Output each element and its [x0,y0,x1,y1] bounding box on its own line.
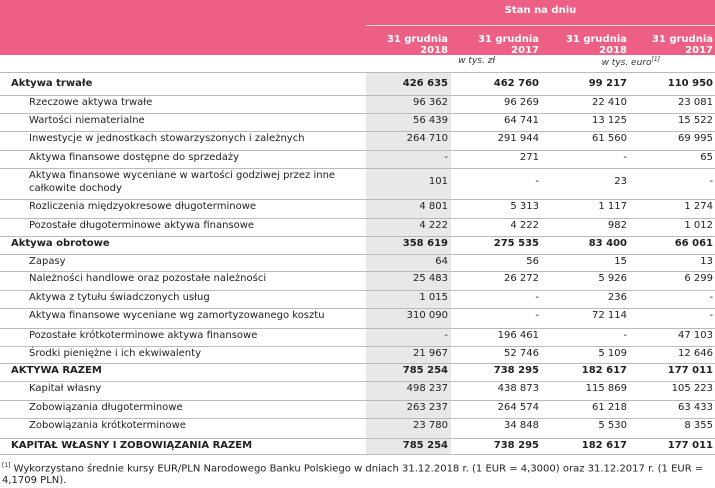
row-label: Środki pieniężne i ich ekwiwalenty [29,348,201,359]
rule-bottom [0,454,715,455]
cell-value: 12 646 [678,348,713,359]
row-label: Inwestycje w jednostkach stowarzyszonych i zależnych [29,133,305,144]
cell-value: 61 218 [592,402,627,413]
cell-value: 271 [519,152,539,163]
unit-label-eur: w tys. euro[1] [601,56,660,68]
table-row [0,439,715,454]
row-label: Kapitał własny [29,383,102,394]
cell-value: 56 [526,256,539,267]
cell-value: - [444,330,448,341]
footnote-text: Wykorzystano średnie kursy EUR/PLN Narodowego Banku Polskiego w dniach 31.12.2018 r. (1 EUR = 4,3000) oraz 31.12.2017 r. (1 EUR = 4,1709 PLN). [2,463,704,487]
cell-value: 115 869 [585,383,627,394]
table-row [0,272,715,290]
cell-value: 982 [607,220,627,231]
row-label: Aktywa finansowe wyceniane w wartości godziwej przez inne całkowite dochody [29,170,336,194]
cell-value: 63 433 [678,402,713,413]
cell-value: - [709,176,713,187]
row-label: Aktywa finansowe dostępne do sprzedaży [29,152,240,163]
cell-value: 47 103 [678,330,713,341]
cell-value: 1 012 [684,220,713,231]
row-label: Zobowiązania krótkoterminowe [29,420,186,431]
table-row [0,114,715,132]
cell-value: 785 254 [402,440,448,451]
table-row [0,255,715,272]
cell-value: 23 081 [678,97,713,108]
cell-value: 13 [700,256,713,267]
cell-value: 13 125 [592,115,627,126]
cell-value: 5 926 [598,273,627,284]
cell-value: 69 995 [678,133,713,144]
cell-value: 15 522 [678,115,713,126]
row-label: Pozostałe krótkoterminowe aktywa finansowe [29,330,258,341]
table-row [0,291,715,309]
cell-value: 738 295 [493,365,539,376]
cell-value: - [709,292,713,303]
table-row [0,347,715,364]
table-row [0,151,715,169]
table-row [0,200,715,218]
cell-value: 264 574 [497,402,539,413]
table-row [0,382,715,400]
cell-value: - [535,310,539,321]
cell-value: 182 617 [581,440,627,451]
unit-label-pln: w tys. zł [458,56,495,66]
footnote [2,460,714,487]
cell-value: 263 237 [406,402,448,413]
cell-value: - [709,310,713,321]
cell-value: 64 741 [504,115,539,126]
row-label: Należności handlowe oraz pozostałe należności [29,273,267,284]
cell-value: 738 295 [493,440,539,451]
cell-value: 196 461 [497,330,539,341]
row-label: Wartości niematerialne [29,115,145,126]
row-label: Rozliczenia międzyokresowe długoterminowe [29,201,257,212]
cell-value: 34 848 [504,420,539,431]
cell-value: 23 780 [413,420,448,431]
cell-value: 26 272 [504,273,539,284]
cell-value: 25 483 [413,273,448,284]
cell-value: 177 011 [667,365,713,376]
row-label: KAPITAŁ WŁASNY I ZOBOWIĄZANIA RAZEM [11,440,253,451]
table-row [0,169,715,199]
cell-value: 498 237 [406,383,448,394]
column-header-pln-2017: 31 grudnia 2017 [477,34,539,56]
cell-value: 23 [614,176,627,187]
cell-value: 66 061 [674,238,713,249]
table-row [0,329,715,347]
cell-value: 264 710 [406,133,448,144]
cell-value: 61 560 [592,133,627,144]
cell-value: - [623,152,627,163]
cell-value: 22 410 [592,97,627,108]
cell-value: 4 222 [510,220,539,231]
cell-value: 65 [700,152,713,163]
row-label: Rzeczowe aktywa trwałe [29,97,153,108]
cell-value: 177 011 [667,440,713,451]
column-header-pln-2018: 31 grudnia 2018 [386,34,448,56]
cell-value: 785 254 [402,365,448,376]
cell-value: 8 355 [684,420,713,431]
column-header-eur-2018: 31 grudnia 2018 [565,34,627,56]
cell-value: 56 439 [413,115,448,126]
cell-value: 462 760 [493,78,539,89]
cell-value: 182 617 [581,365,627,376]
cell-value: 426 635 [402,78,448,89]
group-title: Stan na dniu [504,5,577,16]
cell-value: 21 967 [413,348,448,359]
cell-value: 72 114 [592,310,627,321]
header-divider [366,25,715,26]
cell-value: 15 [614,256,627,267]
cell-value: 438 873 [497,383,539,394]
cell-value: 1 274 [684,201,713,212]
cell-value: 4 222 [419,220,448,231]
cell-value: 64 [435,256,448,267]
table-row [0,96,715,114]
table-row [0,237,715,255]
cell-value: 4 801 [419,201,448,212]
table-row [0,364,715,382]
cell-value: - [535,292,539,303]
table-row [0,309,715,329]
cell-value: 99 217 [588,78,627,89]
cell-value: 105 223 [671,383,713,394]
row-label: Aktywa trwałe [11,78,93,89]
cell-value: 5 530 [598,420,627,431]
table-row [0,77,715,95]
cell-value: 101 [428,176,448,187]
cell-value: 110 950 [667,78,713,89]
cell-value: 83 400 [588,238,627,249]
cell-value: 1 117 [598,201,627,212]
row-label: Aktywa obrotowe [11,238,110,249]
cell-value: - [535,176,539,187]
cell-value: 96 269 [504,97,539,108]
footnote-marker: [1] [2,462,11,469]
cell-value: 275 535 [493,238,539,249]
cell-value: - [444,152,448,163]
table-row [0,401,715,419]
table-row [0,419,715,439]
cell-value: 1 015 [419,292,448,303]
cell-value: 236 [607,292,627,303]
cell-value: 52 746 [504,348,539,359]
row-label: Aktywa z tytułu świadczonych usług [29,292,210,303]
table-header [0,0,715,55]
row-label: Zobowiązania długoterminowe [29,402,183,413]
cell-value: 310 090 [406,310,448,321]
rule-top [0,72,715,73]
cell-value: 358 619 [402,238,448,249]
column-header-eur-2017: 31 grudnia 2017 [651,34,713,56]
row-label: AKTYWA RAZEM [11,365,102,376]
cell-value: - [623,330,627,341]
row-label: Pozostałe długoterminowe aktywa finansowe [29,220,255,231]
cell-value: 96 362 [413,97,448,108]
cell-value: 5 313 [510,201,539,212]
row-label: Aktywa finansowe wyceniane wg zamortyzowanego kosztu [29,310,325,321]
cell-value: 291 944 [497,133,539,144]
table-row [0,132,715,150]
cell-value: 5 109 [598,348,627,359]
table-row [0,219,715,237]
unit-footnote-ref[interactable]: [1] [651,56,660,63]
cell-value: 6 299 [684,273,713,284]
row-label: Zapasy [29,256,66,267]
